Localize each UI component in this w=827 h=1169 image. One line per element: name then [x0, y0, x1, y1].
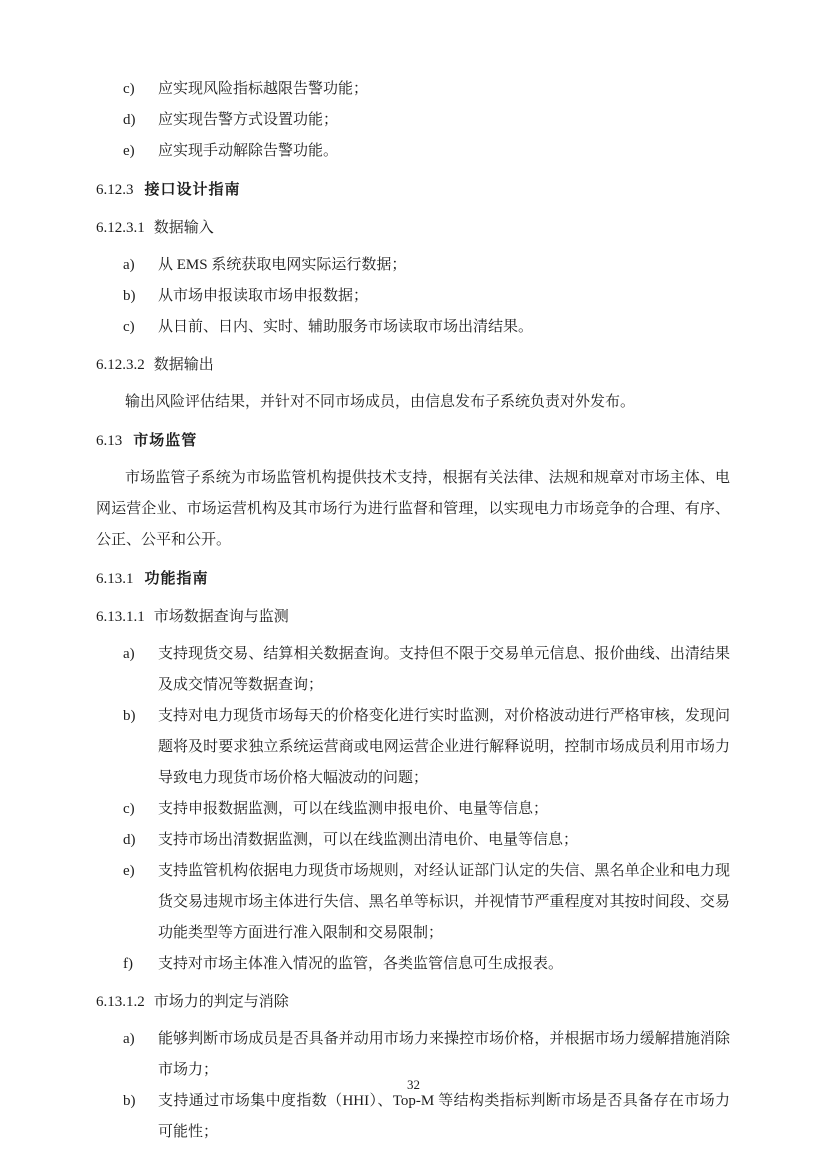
section-heading-6-13-1 — [96, 563, 730, 595]
heading-number: 6.13 — [96, 433, 123, 449]
list-item — [96, 312, 730, 343]
heading-title: 接口设计指南 — [144, 181, 241, 198]
list-item-marker: a) — [123, 1031, 135, 1047]
heading-number: 6.13.1 — [96, 571, 134, 587]
heading-title: 市场力的判定与消除 — [153, 994, 289, 1010]
list-item-text: 支持市场出清数据监测，可以在线监测出清电价、电量等信息； — [158, 832, 579, 848]
section-heading-6-12-3-1 — [96, 213, 730, 244]
list-item-text: 能够判断市场成员是否具备并动用市场力来操控市场价格，并根据市场力缓解措施消除市场力； — [158, 1031, 730, 1078]
page-content — [96, 74, 730, 1148]
list-item-text: 支持对电力现货市场每天的价格变化进行实时监测，对价格波动进行严格审核，发现问题将及时要求独立系统运营商或电网运营企业进行解释说明，控制市场成员利用市场力导致电力现货市场价格大幅波动的问题； — [158, 708, 730, 786]
list-item-marker: e) — [123, 863, 135, 879]
list-item — [96, 105, 730, 136]
heading-title: 市场数据查询与监测 — [153, 609, 289, 625]
list-item — [96, 136, 730, 167]
list-item-text: 应实现风险指标越限告警功能； — [158, 81, 369, 97]
section-heading-6-13-1-1 — [96, 602, 730, 633]
list-item-text: 支持申报数据监测，可以在线监测申报电价、电量等信息； — [158, 801, 549, 817]
heading-title: 数据输入 — [153, 220, 214, 236]
heading-title: 数据输出 — [153, 357, 214, 373]
list-item-text: 应实现手动解除告警功能。 — [158, 143, 339, 159]
heading-title: 功能指南 — [144, 570, 209, 587]
list-item — [96, 949, 730, 980]
list-item-text: 应实现告警方式设置功能； — [158, 112, 339, 128]
section-heading-6-13-1-2 — [96, 987, 730, 1018]
list-item-text: 支持监管机构依据电力现货市场规则，对经认证部门认定的失信、黑名单企业和电力现货交易违规市场主体进行失信、黑名单等标识，并视情节严重程度对其按时间段、交易功能类型等方面进行准入限制和交易限制； — [158, 863, 730, 941]
list-item — [96, 856, 730, 949]
list-item — [96, 794, 730, 825]
list-item-text: 支持现货交易、结算相关数据查询。支持但不限于交易单元信息、报价曲线、出清结果及成交情况等数据查询； — [158, 646, 730, 693]
list-item — [96, 250, 730, 281]
list-item — [96, 701, 730, 794]
heading-number: 6.13.1.2 — [96, 994, 145, 1010]
list-item — [96, 74, 730, 105]
list-item-marker: a) — [123, 646, 135, 662]
list-item — [96, 1086, 730, 1148]
list-item-text: 从市场申报读取市场申报数据； — [158, 288, 369, 304]
list-item-text: 支持通过市场集中度指数（HHI）、Top-M 等结构类指标判断市场是否具备存在市场力可能性； — [158, 1093, 730, 1140]
page-number: 32 — [407, 1077, 420, 1092]
section-heading-6-13 — [96, 425, 730, 457]
heading-number: 6.12.3.1 — [96, 220, 145, 236]
section-heading-6-12-3-2 — [96, 350, 730, 381]
list-item-marker: b) — [123, 1093, 136, 1109]
list-item — [96, 825, 730, 856]
heading-number: 6.12.3 — [96, 182, 134, 198]
list-item-marker: c) — [123, 801, 135, 817]
list-item-marker: e) — [123, 143, 135, 159]
paragraph: 市场监管子系统为市场监管机构提供技术支持，根据有关法律、法规和规章对市场主体、电网运营企业、市场运营机构及其市场行为进行监督和管理，以实现电力市场竞争的合理、有序、公正、公平和公开。 — [96, 470, 730, 548]
list-item-text: 从 EMS 系统获取电网实际运行数据； — [158, 257, 407, 273]
list-item-marker: b) — [123, 288, 136, 304]
list-item-marker: d) — [123, 112, 136, 128]
list-item-marker: c) — [123, 81, 135, 97]
list-item-text: 从日前、日内、实时、辅助服务市场读取市场出清结果。 — [158, 319, 534, 335]
list-item-marker: d) — [123, 832, 136, 848]
list-item-marker: a) — [123, 257, 135, 273]
list-item-marker: f) — [123, 956, 133, 972]
list-item-marker: c) — [123, 319, 135, 335]
list-item-marker: b) — [123, 708, 136, 724]
heading-number: 6.13.1.1 — [96, 609, 145, 625]
list-item-text: 支持对市场主体准入情况的监管，各类监管信息可生成报表。 — [158, 956, 564, 972]
section-heading-6-12-3 — [96, 174, 730, 206]
heading-title: 市场监管 — [133, 432, 198, 449]
heading-number: 6.12.3.2 — [96, 357, 145, 373]
paragraph: 输出风险评估结果，并针对不同市场成员，由信息发布子系统负责对外发布。 — [125, 394, 636, 410]
list-item — [96, 281, 730, 312]
list-item — [96, 639, 730, 701]
